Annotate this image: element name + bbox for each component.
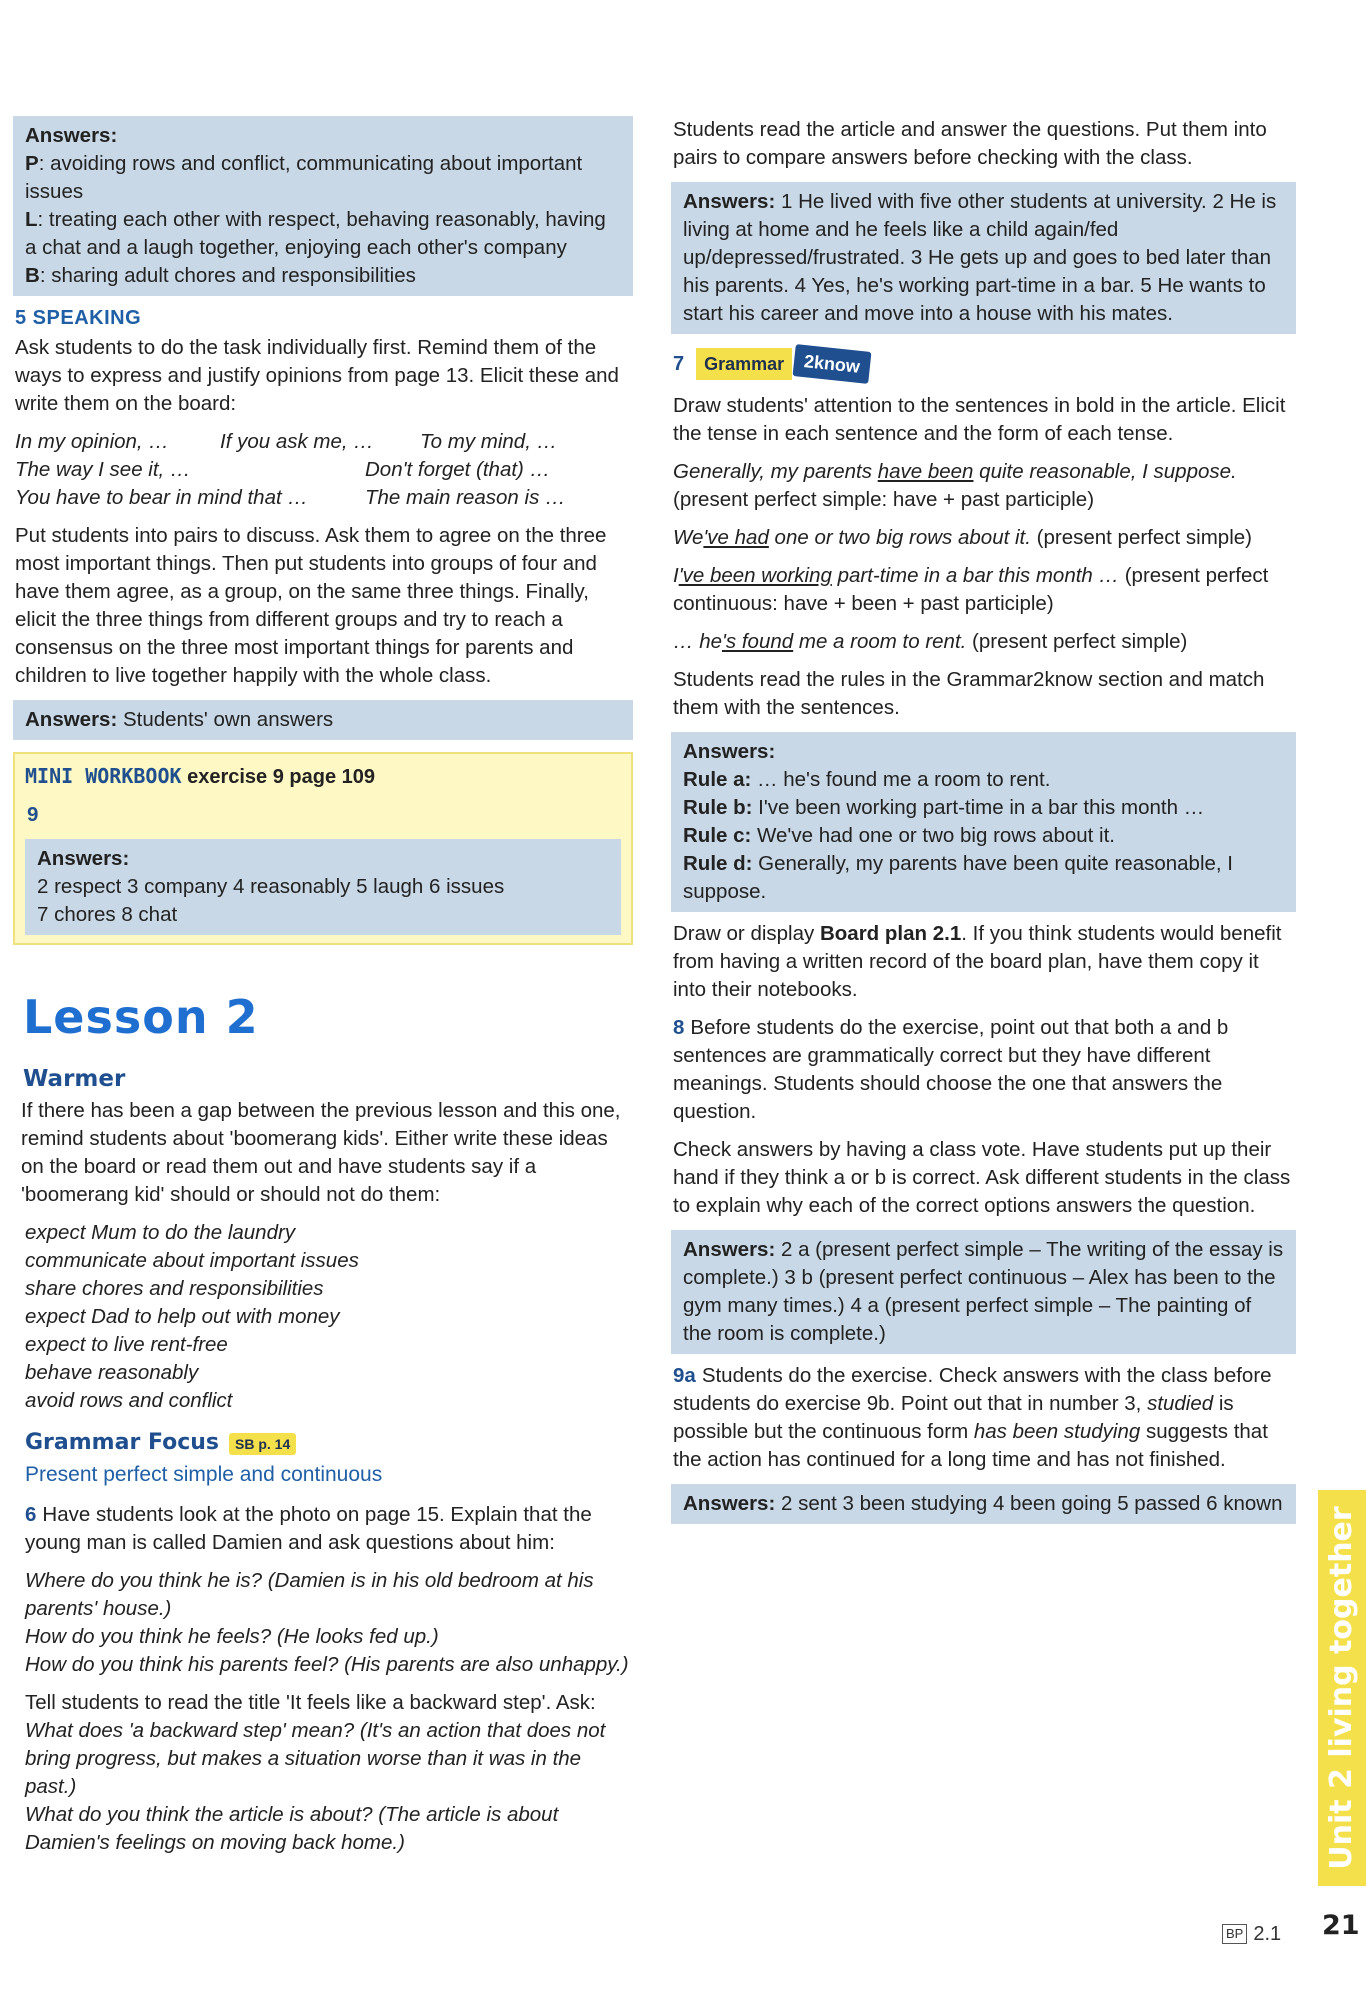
example-phrase: The main reason is …: [365, 486, 566, 509]
warmer-list: [25, 1219, 633, 1415]
warmer-heading: Warmer: [23, 1066, 126, 1092]
answers-box-r2: [671, 732, 1296, 912]
grammar2know-heading: [673, 348, 1296, 380]
answers-text: 1 He lived with five other students at university. 2 He is living at home and he feels like a child again/fed up/depressed/frustrated. 3 He gets up and goes to bed later than his parents. 4 Yes, he's working part-time in a bar. 5 He wants to start his career and move into a house with his mates.: [683, 190, 1277, 325]
sb-page-badge: SB p. 14: [229, 1433, 296, 1455]
grammar2know-badge: 2know: [793, 344, 872, 384]
exercise-6-text: [25, 1501, 633, 1557]
question: How do you think he feels? (He looks fed up.): [25, 1625, 439, 1648]
grammar-focus-subtitle: Present perfect simple and continuous: [25, 1463, 383, 1486]
exercise-number: 6: [25, 1503, 37, 1526]
question: What does 'a backward step' mean? (It's an action that does not bring progress, but makes a situation worse than it was in the past.): [25, 1719, 606, 1798]
answers-box-r3: [671, 1230, 1296, 1354]
answers-title: Answers:: [25, 124, 118, 147]
list-item: avoid rows and conflict: [25, 1389, 233, 1412]
page-number: 21: [1322, 1910, 1360, 1941]
exercise-8-text: [673, 1014, 1296, 1126]
text-part: is possible but the continuous form: [673, 1392, 1234, 1443]
exercise-6-questions: [25, 1567, 633, 1679]
warmer-text: If there has been a gap between the previous lesson and this one, remind students about 'boomerang kids'. Either write these ideas on the board or read them out and have students say if a 'boomerang kid' should or should not do them:: [21, 1099, 621, 1206]
sentence-4: [673, 628, 1296, 656]
sentence-part: quite reasonable, I suppose.: [973, 460, 1237, 483]
answers-box-r1: [671, 182, 1296, 334]
example-phrase: In my opinion, …: [15, 430, 169, 453]
question: What do you think the article is about? (The article is about Damien's feelings on moving back home.): [25, 1803, 559, 1854]
exercise-number: 8: [673, 1016, 685, 1039]
workbook-answers: [25, 839, 621, 935]
workbook-ref: exercise 9 page 109: [181, 766, 376, 788]
workbook-label: MINI WORKBOOK: [25, 764, 182, 788]
question: Where do you think he is? (Damien is in his old bedroom at his parents' house.): [25, 1569, 594, 1620]
opinion-examples-2: [15, 456, 633, 512]
right-column: [671, 116, 1296, 1532]
rule-label: Rule d:: [683, 852, 753, 875]
exercise-text: Have students look at the photo on page 15. Explain that the young man is called Damien and ask questions about him:: [25, 1503, 592, 1554]
rule-text: … he's found me a room to rent.: [751, 768, 1051, 791]
example-phrase: You have to bear in mind that …: [15, 486, 308, 509]
answers-box-1: [13, 116, 633, 296]
sentence-part: part-time in a bar this month …: [831, 564, 1120, 587]
list-item: share chores and responsibilities: [25, 1277, 324, 1300]
rule-text: I've been working part-time in a bar this month …: [752, 796, 1205, 819]
sentence-part: Generally, my parents: [673, 460, 878, 483]
exercise-text: Before students do the exercise, point out that both a and b sentences are grammatically correct but they have different meanings. Students should choose the one that answers the question.: [673, 1016, 1229, 1123]
answers-label: Answers:: [37, 847, 130, 870]
mini-workbook-box: [13, 752, 633, 945]
intro-text: Students read the article and answer the questions. Put them into pairs to compare answers before checking with the class.: [673, 118, 1267, 169]
answer-text-l: : treating each other with respect, behaving reasonably, having a chat and a laugh together, enjoying each other's company: [25, 208, 606, 259]
answers-text: 2 sent 3 been studying 4 been going 5 passed 6 known: [775, 1492, 1283, 1515]
rule-text: We've had one or two big rows about it.: [751, 824, 1115, 847]
exercise-6-text-2: Tell students to read the title 'It feels like a backward step'. Ask:: [25, 1691, 596, 1714]
grammar-focus-title: Grammar Focus: [25, 1430, 220, 1455]
bp-number: 2.1: [1253, 1923, 1282, 1945]
sentence-underlined: have been: [877, 460, 974, 483]
workbook-title: [25, 762, 621, 791]
answers-text: Students' own answers: [117, 708, 334, 731]
board-plan-text: [673, 920, 1296, 1004]
exercise-6-questions-2: [25, 1717, 633, 1857]
list-item: expect Dad to help out with money: [25, 1305, 340, 1328]
grammar-text: Draw students' attention to the sentences in bold in the article. Elicit the tense in each sentence and the form of each tense.: [673, 394, 1286, 445]
grammar-label: Grammar: [696, 348, 792, 380]
sentence-underlined: 've been working: [678, 564, 832, 587]
list-item: behave reasonably: [25, 1361, 199, 1384]
sentence-3: [673, 562, 1296, 618]
answers-box-2: [13, 700, 633, 740]
answer-label-l: L: [25, 208, 38, 231]
answers-label: Answers:: [25, 708, 118, 731]
sentence-note: (present perfect simple: have + past participle): [673, 488, 1095, 511]
rule-label: Rule b:: [683, 796, 753, 819]
text-italic: has been studying: [973, 1420, 1141, 1443]
speaking-heading: 5 SPEAKING: [15, 307, 142, 329]
text-part: Students do the exercise. Check answers with the class before students do exercise 9b. Point out that in number 3,: [673, 1364, 1272, 1415]
sentence-2: [673, 524, 1296, 552]
answer-text-p: : avoiding rows and conflict, communicating about important issues: [25, 152, 583, 203]
speaking-text: Ask students to do the task individually first. Remind them of the ways to express and justify opinions from page 13. Elicit these and write them on the board:: [15, 336, 619, 415]
text-italic: studied: [1147, 1392, 1214, 1415]
sentence-underlined: 've had: [703, 526, 769, 549]
sentence-part: … he: [673, 630, 722, 653]
workbook-answers-line: 2 respect 3 company 4 reasonably 5 laugh 6 issues: [37, 875, 505, 898]
opinion-examples: [15, 428, 633, 456]
check-text: Check answers by having a class vote. Have students put up their hand if they think a or b is correct. Ask different students in the class to explain why each of the correct options answers the question.: [673, 1138, 1291, 1217]
answers-box-r4: [671, 1484, 1296, 1524]
sentence-part: I: [673, 564, 679, 587]
workbook-number: 9: [27, 803, 39, 826]
answers-title: Answers:: [683, 740, 776, 763]
sentence-note: (present perfect simple): [1030, 526, 1252, 549]
sentence-1: [673, 458, 1296, 514]
answers-label: Answers:: [683, 1492, 776, 1515]
grammar-text-2: Students read the rules in the Grammar2know section and match them with the sentences.: [673, 668, 1265, 719]
example-phrase: The way I see it, …: [15, 458, 191, 481]
answers-label: Answers:: [683, 1238, 776, 1261]
sentence-note: (present perfect simple): [966, 630, 1188, 653]
text-part: Draw or display: [673, 922, 820, 945]
board-plan-label: Board plan 2.1: [819, 922, 962, 945]
exercise-9a-text: [673, 1362, 1296, 1474]
board-plan-ref: [1222, 1920, 1281, 1948]
sentence-note: (present perfect continuous: have + been + past participle): [673, 564, 1269, 615]
example-phrase: If you ask me, …: [220, 430, 374, 453]
list-item: communicate about important issues: [25, 1249, 359, 1272]
list-item: expect Mum to do the laundry: [25, 1221, 296, 1244]
workbook-answers-line: 7 chores 8 chat: [37, 903, 178, 926]
answer-label-p: P: [25, 152, 39, 175]
example-phrase: To my mind, …: [420, 430, 558, 453]
text-part: . If you think students would benefit from having a written record of the board plan, have them copy it into their notebooks.: [673, 922, 1282, 1001]
speaking-text-2: Put students into pairs to discuss. Ask them to agree on the three most important things. Then put students into groups of four and have them agree, as a group, on the same three things. Finally, elicit the three things from different groups and try to reach a consensus on the three most important things for parents and children to live together happily with the whole class.: [15, 524, 607, 687]
rule-text: Generally, my parents have been quite reasonable, I suppose.: [683, 852, 1233, 903]
answer-text-b: : sharing adult chores and responsibilities: [39, 264, 416, 287]
sentence-part: We: [673, 526, 704, 549]
bp-box-icon: BP: [1222, 1924, 1247, 1944]
unit-side-tab: [1318, 1490, 1366, 1886]
grammar-focus-heading: [25, 1429, 633, 1457]
exercise-number: 9a: [673, 1364, 696, 1387]
answer-label-b: B: [25, 264, 40, 287]
unit-label: Unit 2 living together: [1324, 1506, 1359, 1870]
lesson-title: Lesson 2: [23, 990, 259, 1044]
left-column: [13, 116, 633, 1867]
sentence-part: me a room to rent.: [793, 630, 967, 653]
exercise-number: 7: [673, 353, 685, 375]
rule-label: Rule a:: [683, 768, 752, 791]
list-item: expect to live rent-free: [25, 1333, 228, 1356]
answers-text: 2 a (present perfect simple – The writing of the essay is complete.) 3 b (present perfect continuous – Alex has been to the gym many times.) 4 a (present perfect simple – The painting of the room is complete.): [683, 1238, 1284, 1345]
sentence-part: one or two big rows about it.: [768, 526, 1031, 549]
sentence-underlined: 's found: [722, 630, 794, 653]
rule-label: Rule c:: [683, 824, 752, 847]
question: How do you think his parents feel? (His parents are also unhappy.): [25, 1653, 629, 1676]
text-part: suggests that the action has continued for a long time and has not finished.: [673, 1420, 1268, 1471]
example-phrase: Don't forget (that) …: [365, 458, 551, 481]
answers-label: Answers:: [683, 190, 776, 213]
